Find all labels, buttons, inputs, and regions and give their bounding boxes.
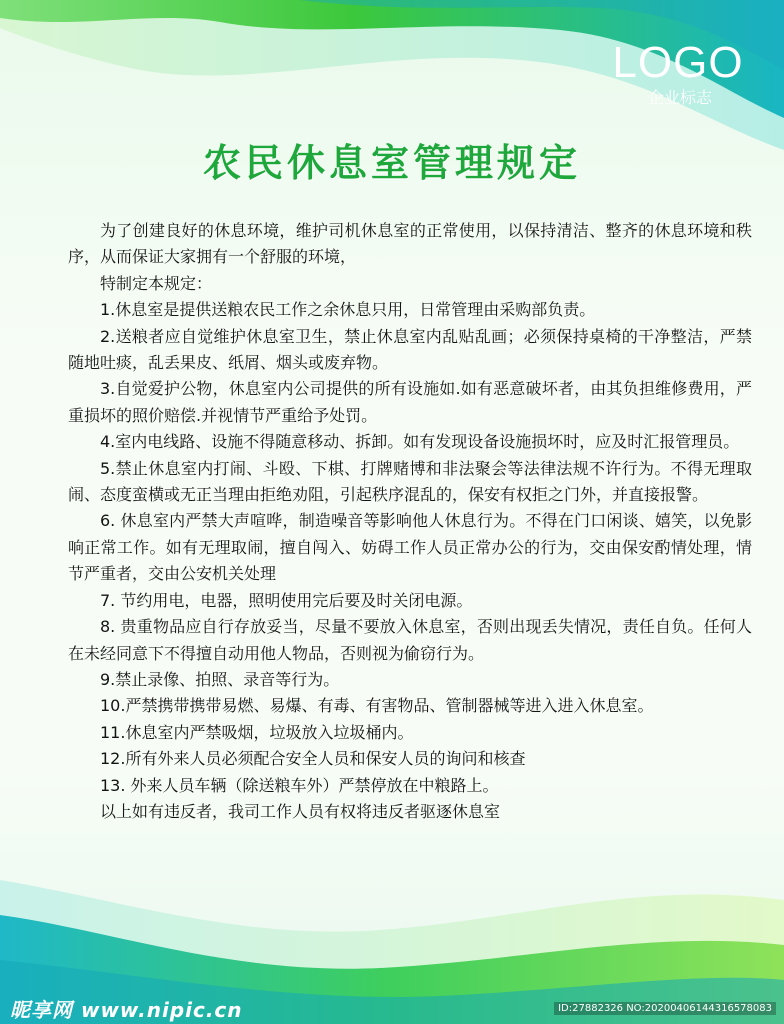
rule-item: 8. 贵重物品应自行存放妥当，尽量不要放入休息室，否则出现丢失情况，责任自负。任何人在未经同意下不得擅自动用他人物品，否则视为偷窃行为。: [68, 617, 752, 663]
logo: [608, 40, 748, 108]
logo-subtitle: 企业标志: [647, 88, 712, 107]
footer-watermark: [0, 988, 784, 1024]
rule-item: 11.休息室内严禁吸烟，垃圾放入垃圾桶内。: [100, 722, 414, 742]
logo-text: LOGO: [612, 38, 744, 87]
rule-item: 4.室内电线路、设施不得随意移动、拆卸。如有发现设备设施损坏时，应及时汇报管理员。: [100, 432, 740, 452]
rule-item: 6. 休息室内严禁大声喧哗，制造噪音等影响他人休息行为。不得在门口闲谈、嬉笑，以免影响正常工作。如有无理取闹，擅自闯入、妨碍工作人员正常办公的行为，交由保安酌情处理，情节严重者，交由公安机关处理: [68, 511, 752, 584]
rule-item: 1.休息室是提供送粮农民工作之余休息只用，日常管理由采购部负责。: [100, 300, 596, 320]
rule-item: 7. 节约用电，电器，照明使用完后要及时关闭电源。: [100, 590, 473, 610]
rule-item: 9.禁止录像、拍照、录音等行为。: [100, 669, 340, 689]
closing-statement: 以上如有违反者，我司工作人员有权将违反者驱逐休息室: [100, 801, 501, 821]
page-title: 农民休息室管理规定: [202, 141, 581, 185]
rule-item: 3.自觉爱护公物，休息室内公司提供的所有设施如.如有恶意破坏者，由其负担维修费用，严重损坏的照价赔偿.并视情节严重给予处罚。: [68, 379, 752, 425]
rule-item: 13. 外来人员车辆（除送粮车外）严禁停放在中粮路上。: [100, 775, 499, 795]
intro-lead: 特制定本规定：: [100, 273, 213, 293]
site-watermark: 昵享网 www.nipic.cn: [10, 998, 243, 1022]
rule-item: 2.送粮者应自觉维护休息室卫生，禁止休息室内乱贴乱画；必须保持桌椅的干净整洁，严禁随地吐痰，乱丢果皮、纸屑、烟头或废弃物。: [68, 326, 752, 373]
rule-item: 12.所有外来人员必须配合安全人员和保安人员的询问和核查: [100, 749, 526, 769]
image-id-watermark: ID:27882326 NO:20200406144316578083: [554, 1002, 776, 1015]
intro-paragraph: 为了创建良好的休息环境，维护司机休息室的正常使用，以保持清洁、整齐的休息环境和秩序，从而保证大家拥有一个舒服的环境，: [68, 221, 752, 267]
rule-item: 5.禁止休息室内打闹、斗殴、下棋、打牌赌博和非法聚会等法律法规不许行为。不得无理取闹、态度蛮横或无正当理由拒绝劝阻，引起秩序混乱的，保安有权拒之门外，并直接报警。: [68, 458, 752, 505]
regulation-body: [68, 218, 752, 825]
rule-item: 10.严禁携带携带易燃、易爆、有毒、有害物品、管制器械等进入进入休息室。: [100, 696, 654, 716]
